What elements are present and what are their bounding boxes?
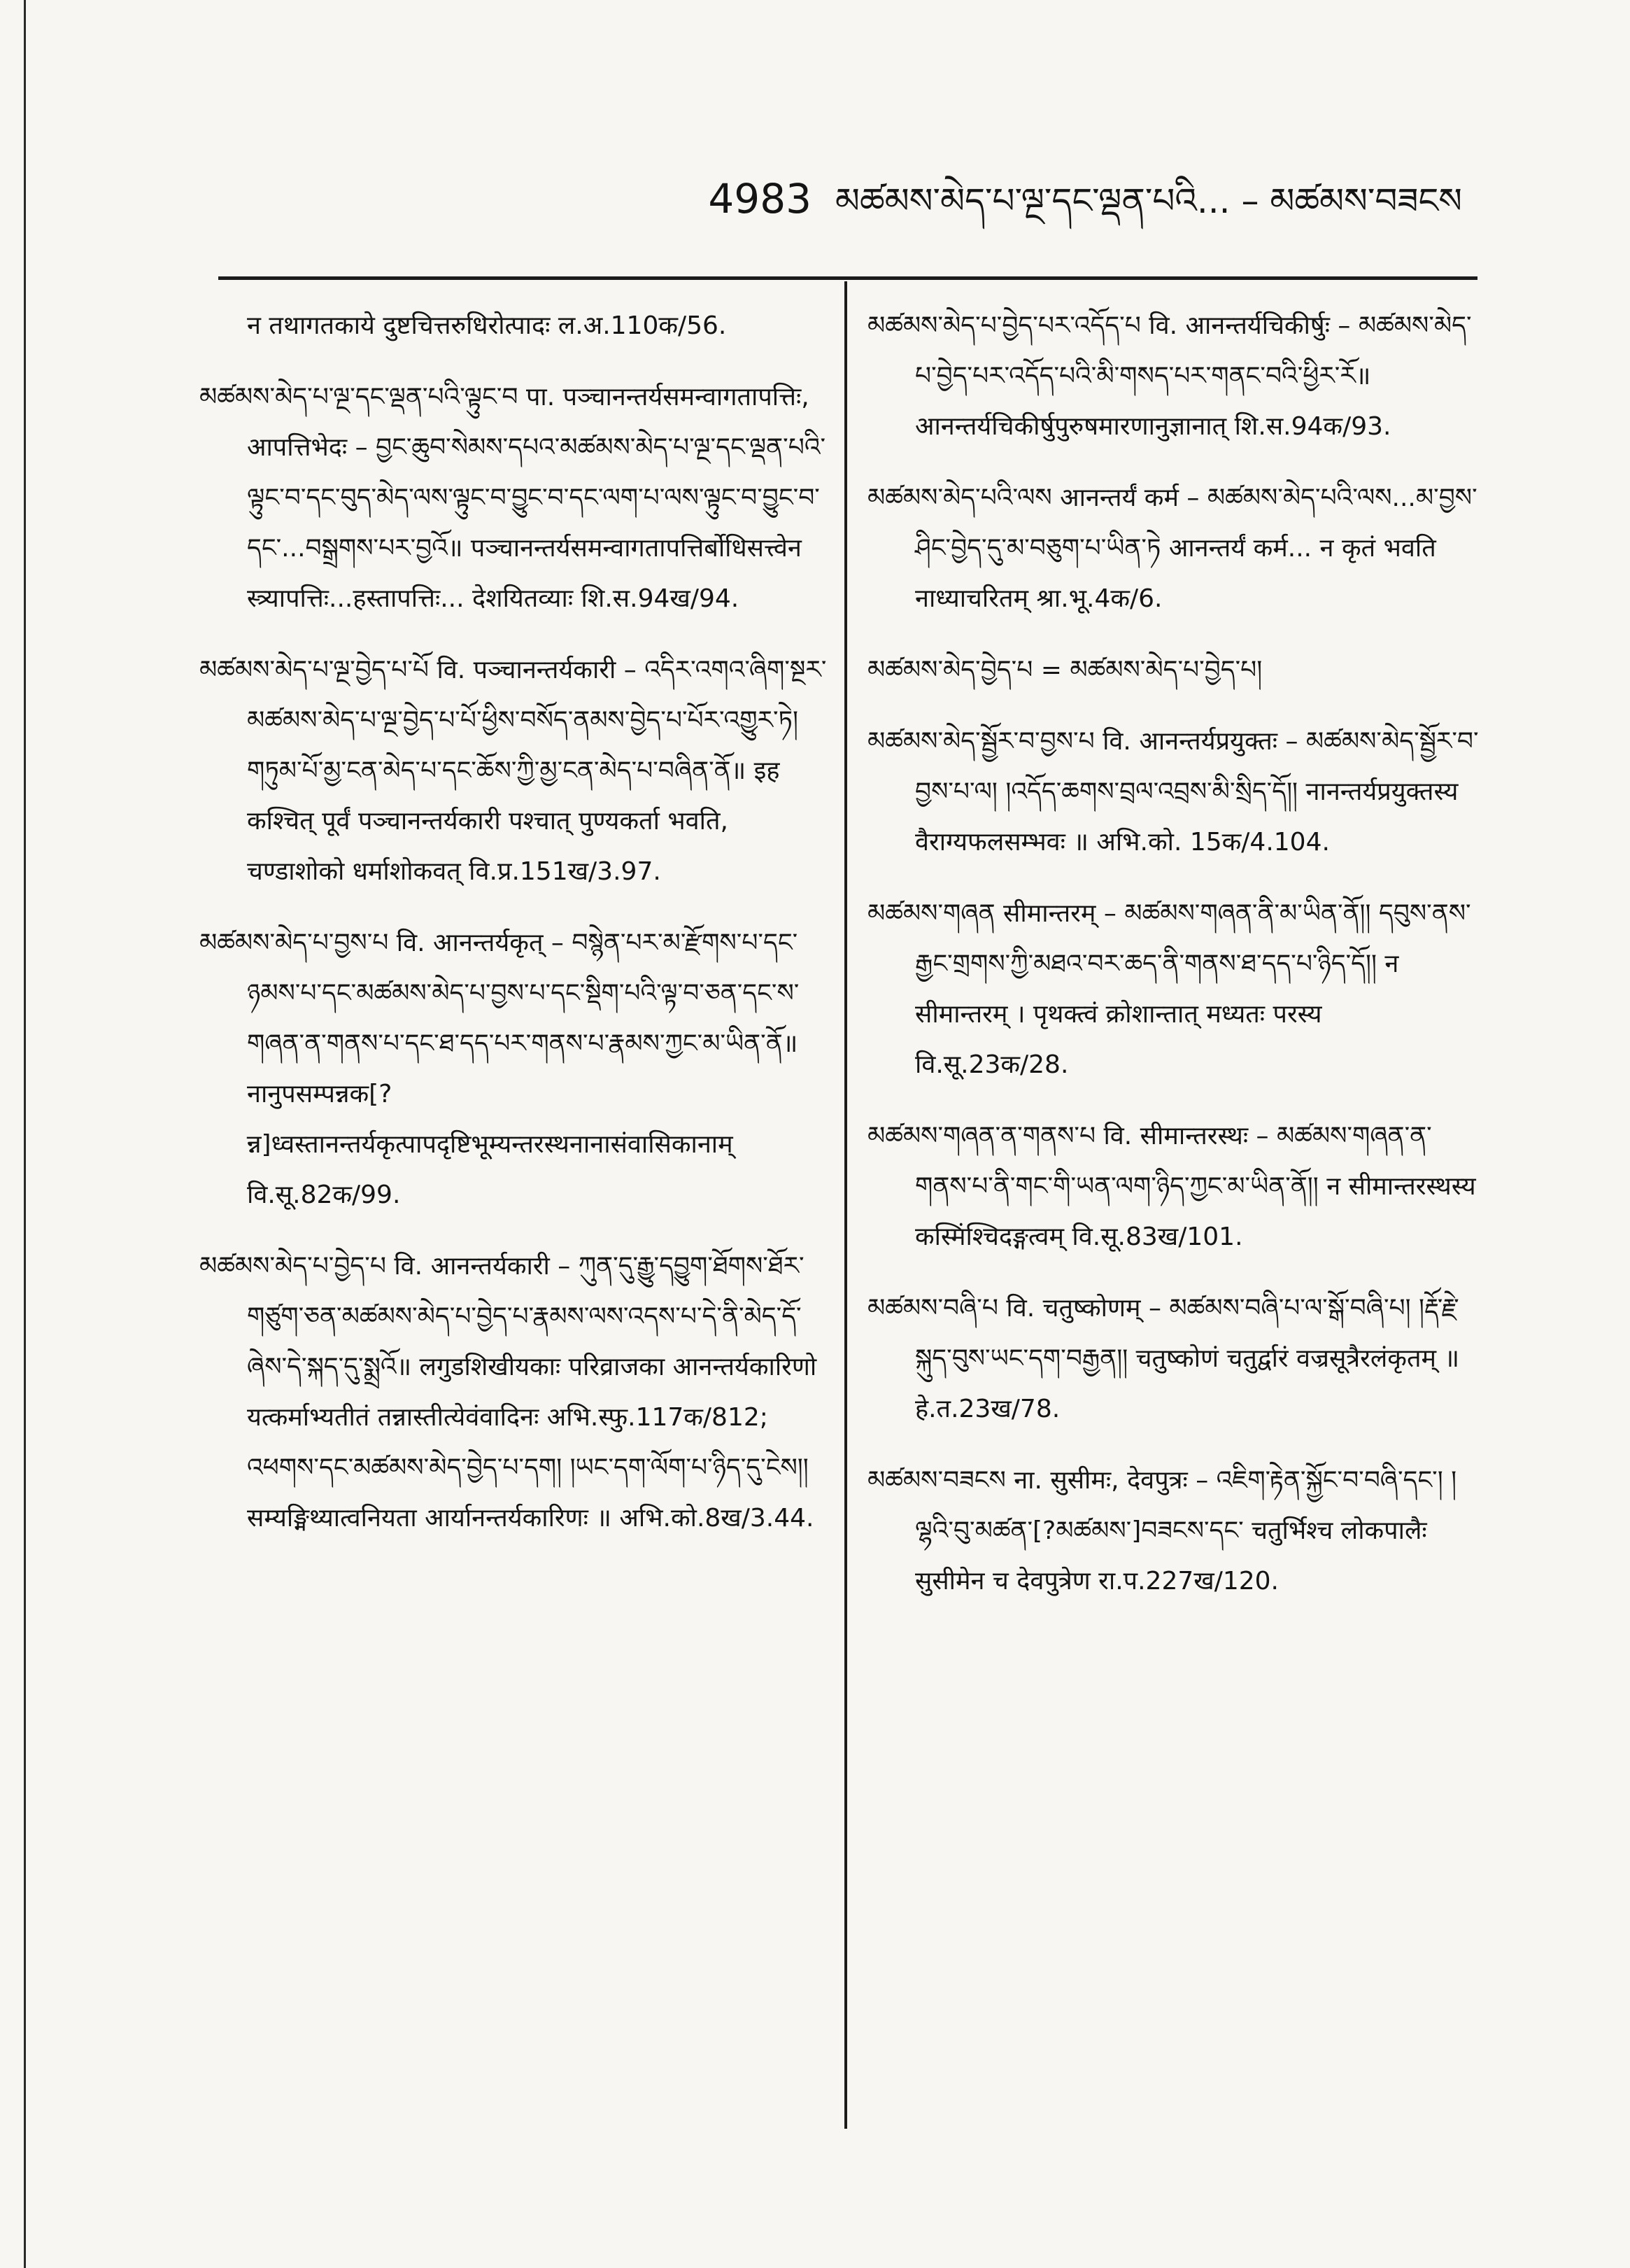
dictionary-entry: མཚམས་མེད་པ་ལྔ་དང་ལྡན་པའི་ལྟུང་བ पा. पञ्चानन्तर्यसमन्वागतापत्तिः, आपत्तिभेदः – བྱང་ཆུབ་སེམས་དཔའ་མཚམས་མེད་པ་ལྔ་དང་ལྡན་པའི་ལྟུང་བ་དང་བུད་མེད་ལས་ལྟུང་བ་བྱུང་བ་དང་ལག་པ་ལས་ལྟུང་བ་བྱུང་བ་དང་...བསྒྲགས་པར་བྱའོ॥ पञ्चानन्तर्यसमन्वागतापत्तिर्बोधिसत्त्वेन स्त्र्यापत्तिः...हस्तापत्तिः... देशयितव्याः शि.स.94ख/94. [199, 383, 826, 613]
dictionary-entry: མཚམས་མེད་བྱེད་པ = མཚམས་མེད་པ་བྱེད་པ། [867, 656, 1263, 684]
dictionary-entry: མཚམས་གཞན सीमान्तरम् – མཚམས་གཞན་ནི་མ་ཡིན་ནོ།། དབུས་ནས་རྒྱང་གྲགས་ཀྱི་མཐའ་བར་ཆད་ནི་གནས་ཐ་དད་པ་ཉིད་དོ།། न सीमान्तरम् । पृथक्त्वं क्रोशान्तात् मध्यतः परस्य वि.सू.23क/28. [867, 899, 1471, 1079]
dictionary-entry: མཚམས་བཟངས ना. सुसीमः, देवपुत्रः – འཇིག་རྟེན་སྐྱོང་བ་བཞི་དང་། །ལྷའི་བུ་མཚན་[?མཚམས་]བཟངས་དང་ चतुर्भिश्च लोकपालैः सुसीमेन च देवपुत्रेण रा.प.227ख/120. [867, 1466, 1457, 1596]
header-rule [218, 276, 1477, 280]
left-column [199, 301, 829, 1565]
column-divider [844, 281, 847, 2129]
dictionary-entry: न तथागतकाये दुष्टचित्तरुधिरोत्पादः ल.अ.110क/56. [247, 311, 727, 340]
dictionary-entry: མཚམས་མེད་པའི་ལས आनन्तर्यं कर्म – མཚམས་མེད་པའི་ལས...མ་བྱས་ཤིང་བྱེད་དུ་མ་བཅུག་པ་ཡིན་ཏེ आनन्तर्यं कर्म... न कृतं भवति नाध्याचरितम् श्रा.भू.4क/6. [867, 484, 1477, 613]
dictionary-entry: མཚམས་བཞི་པ वि. चतुष्कोणम् – མཚམས་བཞི་པ་ལ་སྒོ་བཞི་པ། །རྡོ་རྗེ་སྐུད་བུས་ཡང་དག་བརྒྱན།། चतुष्कोणं चतुर्द्वारं वज्रसूत्रैरलंकृतम् ॥ हे.त.23ख/78. [867, 1294, 1460, 1423]
running-title: མཚམས་མེད་པ་ལྔ་དང་ལྡན་པའི... – མཚམས་བཟངས [835, 181, 1462, 221]
dictionary-entry: མཚམས་མེད་སྦྱོར་བ་བྱས་པ वि. आनन्तर्यप्रयुक्तः – མཚམས་མེད་སྦྱོར་བ་བྱས་པ་ལ། །འདོད་ཆགས་བྲལ་འབྲས་མི་སྲིད་དོ།། नानन्तर्यप्रयुक्तस्य वैराग्यफलसम्भवः ॥ अभि.को. 15क/4.104. [867, 727, 1479, 857]
page-number: 4983 [708, 175, 812, 223]
dictionary-entry: མཚམས་མེད་པ་བྱས་པ वि. आनन्तर्यकृत् – བསྙེན་པར་མ་རྫོགས་པ་དང་ཉམས་པ་དང་མཚམས་མེད་པ་བྱས་པ་དང་སྡིག་པའི་ལྟ་བ་ཅན་དང་ས་གཞན་ན་གནས་པ་དང་ཐ་དད་པར་གནས་པ་རྣམས་ཀྱང་མ་ཡིན་ནོ॥ नानुपसम्पन्नक[?न्न]ध्वस्तानन्तर्यकृत्पापदृष्टिभूम्यन्तरस्थनानासंवासिकानाम् वि.सू.82क/99. [199, 929, 800, 1209]
dictionary-entry: མཚམས་མེད་པ་བྱེད་པར་འདོད་པ वि. आनन्तर्यचिकीर्षुः – མཚམས་མེད་པ་བྱེད་པར་འདོད་པའི་མི་གསད་པར་གནང་བའི་ཕྱིར་རོ॥ आनन्तर्यचिकीर्षुपुरुषमारणानुज्ञानात् शि.स.94क/93. [867, 311, 1472, 441]
dictionary-entry: མཚམས་གཞན་ན་གནས་པ वि. सीमान्तरस्थः – མཚམས་གཞན་ན་གནས་པ་ནི་གང་གི་ཡན་ལག་ཉིད་ཀྱང་མ་ཡིན་ནོ།། न सीमान्तरस्थस्य कस्मिंश्चिदङ्गत्वम् वि.सू.83ख/101. [867, 1122, 1476, 1251]
page-left-edge [24, 0, 26, 2268]
right-column [867, 301, 1483, 1628]
dictionary-entry: མཚམས་མེད་པ་ལྔ་བྱེད་པ་པོ वि. पञ्चानन्तर्यकारी – འདིར་འགའ་ཞིག་སྔར་མཚམས་མེད་པ་ལྔ་བྱེད་པ་པོ་ཕྱིས་བསོད་ནམས་བྱེད་པ་པོར་འགྱུར་ཏེ། གཏུམ་པོ་མྱ་ངན་མེད་པ་དང་ཆོས་ཀྱི་མྱ་ངན་མེད་པ་བཞིན་ནོ॥ इह कश्चित् पूर्वं पञ्चानन्तर्यकारी पश्चात् पुण्यकर्ता भवति, चण्डाशोको धर्माशोकवत् वि.प्र.151ख/3.97. [199, 656, 827, 886]
dictionary-entry: མཚམས་མེད་པ་བྱེད་པ वि. आनन्तर्यकारी – ཀུན་དུ་རྒྱུ་དབྱུག་ཐོགས་ཐོར་གཙུག་ཅན་མཚམས་མེད་པ་བྱེད་པ་རྣམས་ལས་འདས་པ་དེ་ནི་མེད་དོ་ཞེས་དེ་སྐད་དུ་སྨྲའོ॥ लगुडशिखीयकाः परिव्राजका आनन्तर्यकारिणो यत्कर्माभ्यतीतं तन्नास्तीत्येवंवादिनः अभि.स्फु.117क/812; འཕགས་དང་མཚམས་མེད་བྱེད་པ་དག། །ཡང་དག་ལོག་པ་ཉིད་དུ་ངེས།། सम्यङ्मिथ्यात्वनियता आर्यानन्तर्यकारिणः ॥ अभि.को.8ख/3.44. [199, 1252, 817, 1533]
running-head [708, 162, 1462, 260]
